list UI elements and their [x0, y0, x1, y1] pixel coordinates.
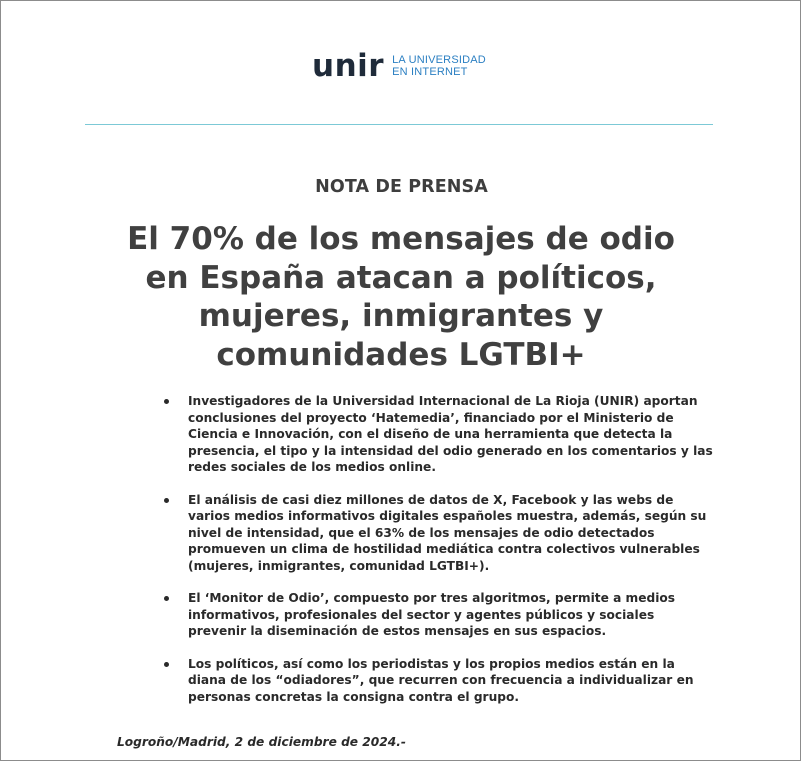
header-divider — [85, 124, 713, 125]
summary-bullet — [155, 393, 715, 476]
bullet-dot-icon — [164, 596, 169, 601]
summary-bullet — [155, 492, 715, 575]
headline: El 70% de los mensajes de odio en España atacan a políticos, mujeres, inmigrantes y comunidades LGTBI+ — [127, 221, 675, 373]
summary-bullet-text: El ‘Monitor de Odio’, compuesto por tres algoritmos, permite a medios informativos, profesionales del sector y agentes públicos y sociales prevenir la diseminación de estos mensajes en sus espacios. — [188, 591, 676, 638]
summary-bullet-text: El análisis de casi diez millones de datos de X, Facebook y las webs de varios medios informativos digitales españoles muestra, además, según su nivel de intensidad, que el 63% de los mensajes de odio detectados promueven un clima de hostilidad mediática contra colectivos vulnerables (mujeres, inmigrantes, comunidad LGTBI+). — [188, 492, 707, 573]
dateline: Logroño/Madrid, 2 de diciembre de 2024.- — [117, 735, 406, 749]
unir-logo — [312, 48, 486, 84]
summary-bullet-text: Los políticos, así como los periodistas y los propios medios están en la diana de los “odiadores”, que recurren con frecuencia a individualizar en personas concretas la consigna contra el grupo. — [188, 656, 694, 704]
bullet-dot-icon — [164, 399, 169, 404]
logo-wordmark: unir — [312, 48, 385, 84]
document-kicker: NOTA DE PRENSA — [315, 177, 488, 197]
bullet-dot-icon — [164, 662, 169, 667]
summary-bullet-list — [155, 393, 715, 721]
summary-bullet-text: Investigadores de la Universidad Internacional de La Rioja (UNIR) aportan conclusiones del proyecto ‘Hatemedia’, financiado por el Ministerio de Ciencia e Innovación, con el diseño de una herramienta que detecta la presencia, el tipo y la intensidad del odio generado en los comentarios y las redes sociales de los medios online. — [188, 394, 713, 474]
bullet-dot-icon — [164, 498, 169, 503]
summary-bullet — [155, 590, 715, 640]
logo-tagline-line-2: EN INTERNET — [392, 66, 468, 78]
logo-tagline-line-1: LA UNIVERSIDAD — [392, 54, 486, 66]
logo-tagline — [392, 54, 486, 78]
summary-bullet — [155, 656, 715, 706]
